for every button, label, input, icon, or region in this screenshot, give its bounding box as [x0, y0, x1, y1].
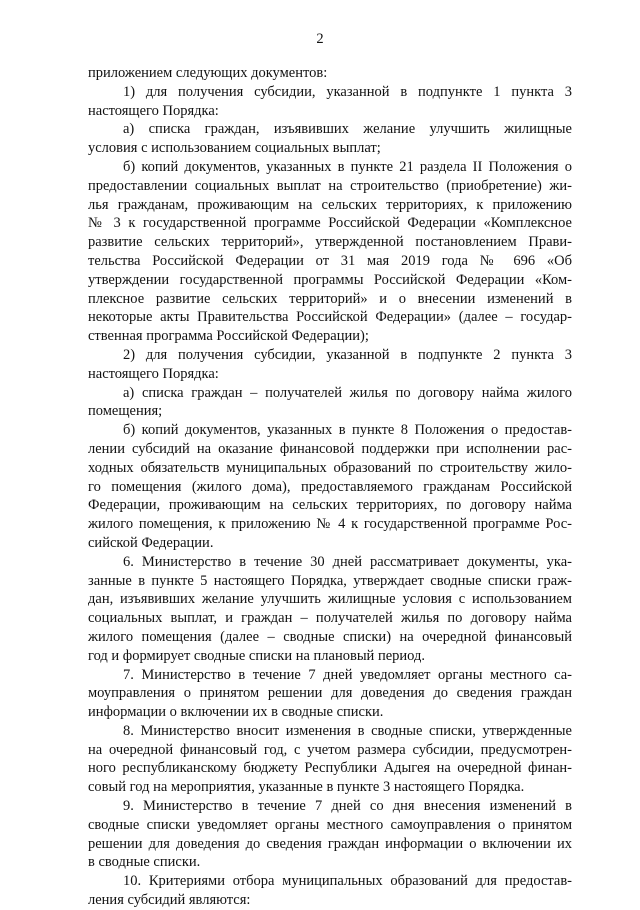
text-line: го помещения (жилого дома), предоставляемого гражданам Российской [88, 478, 572, 495]
text-line: решении для доведения до сведения граждан информации о включении их [88, 835, 572, 852]
text-line: Федерации, проживающим на сельских территориях, по договору найма [88, 497, 572, 514]
text-line: плексное развитие сельских территорий» и о внесении изменений в [88, 290, 572, 307]
text-line: ного республиканскому бюджету Республики Адыгея на очередной финан- [88, 760, 572, 777]
text-line: развитие сельских территорий», утвержденной постановлением Прави- [88, 234, 572, 251]
text-line: 1) для получения субсидии, указанной в подпункте 1 пункта 3 [123, 83, 572, 100]
page-number: 2 [316, 31, 324, 47]
text-line: жилого помещения, к приложению № 4 к государственной программе Рос- [88, 516, 572, 533]
text-line: а) списка граждан – получателей жилья по договору найма жилого [123, 384, 572, 401]
text-line: совый год на мероприятия, указанные в пункте 3 настоящего Порядка. [88, 779, 525, 796]
text-line: 2) для получения субсидии, указанной в подпункте 2 пункта 3 [123, 346, 572, 363]
text-line: год и формирует сводные списки на плановый период. [88, 647, 425, 664]
text-line: 7. Министерство в течение 7 дней уведомляет органы местного са- [123, 666, 572, 683]
text-line: 8. Министерство вносит изменения в сводные списки, утвержденные [123, 722, 572, 739]
text-line: лья гражданам, проживающим на сельских территориях, к приложению [88, 196, 572, 213]
text-line: условия с использованием социальных выплат; [88, 140, 381, 157]
text-line: 10. Критериями отбора муниципальных образований для предостав- [123, 873, 572, 890]
text-line: ственная программа Российской Федерации); [88, 328, 369, 345]
text-line: сийской Федерации. [88, 534, 214, 551]
text-line: сводные списки уведомляет органы местного самоуправления о принятом [88, 816, 572, 833]
text-line: приложением следующих документов: [88, 65, 328, 81]
text-line: помещения; [88, 403, 163, 420]
text-line: некоторые акты Правительства Российской Федерации» (далее – государ- [88, 309, 572, 326]
text-line: б) копий документов, указанных в пункте 8 Положения о предостав- [123, 422, 572, 439]
text-line: на очередной финансовый год, с учетом размера субсидии, предусмотрен- [88, 741, 572, 758]
text-line: 9. Министерство в течение 7 дней со дня внесения изменений в [123, 798, 572, 815]
text-line: ления субсидий являются: [88, 892, 251, 909]
text-line: лении субсидий на оказание финансовой поддержки при исполнении рас- [88, 440, 572, 457]
text-line: информации о включении их в сводные списки. [88, 704, 384, 721]
text-line: тельства Российской Федерации от 31 мая 2019 года № 696 «Об [88, 252, 572, 269]
text-line: настоящего Порядка: [88, 102, 219, 119]
text-line: а) списка граждан, изъявивших желание улучшить жилищные [123, 121, 572, 138]
text-line: 6. Министерство в течение 30 дней рассматривает документы, ука- [123, 553, 572, 570]
text-line: дан, изъявивших желание улучшить жилищные условия с использованием [88, 591, 572, 608]
text-line: моуправления о принятом решении для доведения до сведения граждан [88, 685, 572, 702]
text-line: утверждении государственной программы Российской Федерации «Ком- [88, 271, 572, 288]
text-line: предоставлении социальных выплат на строительство (приобретение) жи- [88, 177, 572, 194]
text-line: занные в пункте 5 настоящего Порядка, утверждает сводные списки граж- [88, 572, 572, 589]
text-line: ходных обязательств муниципальных образований по строительству жило- [88, 459, 572, 476]
text-line: № 3 к государственной программе Российской Федерации «Комплексное [88, 215, 572, 232]
document-body [88, 64, 572, 910]
text-line: б) копий документов, указанных в пункте 21 раздела II Положения о [123, 158, 572, 175]
text-line: настоящего Порядка: [88, 365, 219, 382]
text-line: социальных выплат, и граждан – получателей жилья по договору найма [88, 610, 572, 627]
text-line: в сводные списки. [88, 854, 201, 871]
text-line: жилого помещения (далее – сводные списки) на очередной финансовый [88, 628, 572, 645]
